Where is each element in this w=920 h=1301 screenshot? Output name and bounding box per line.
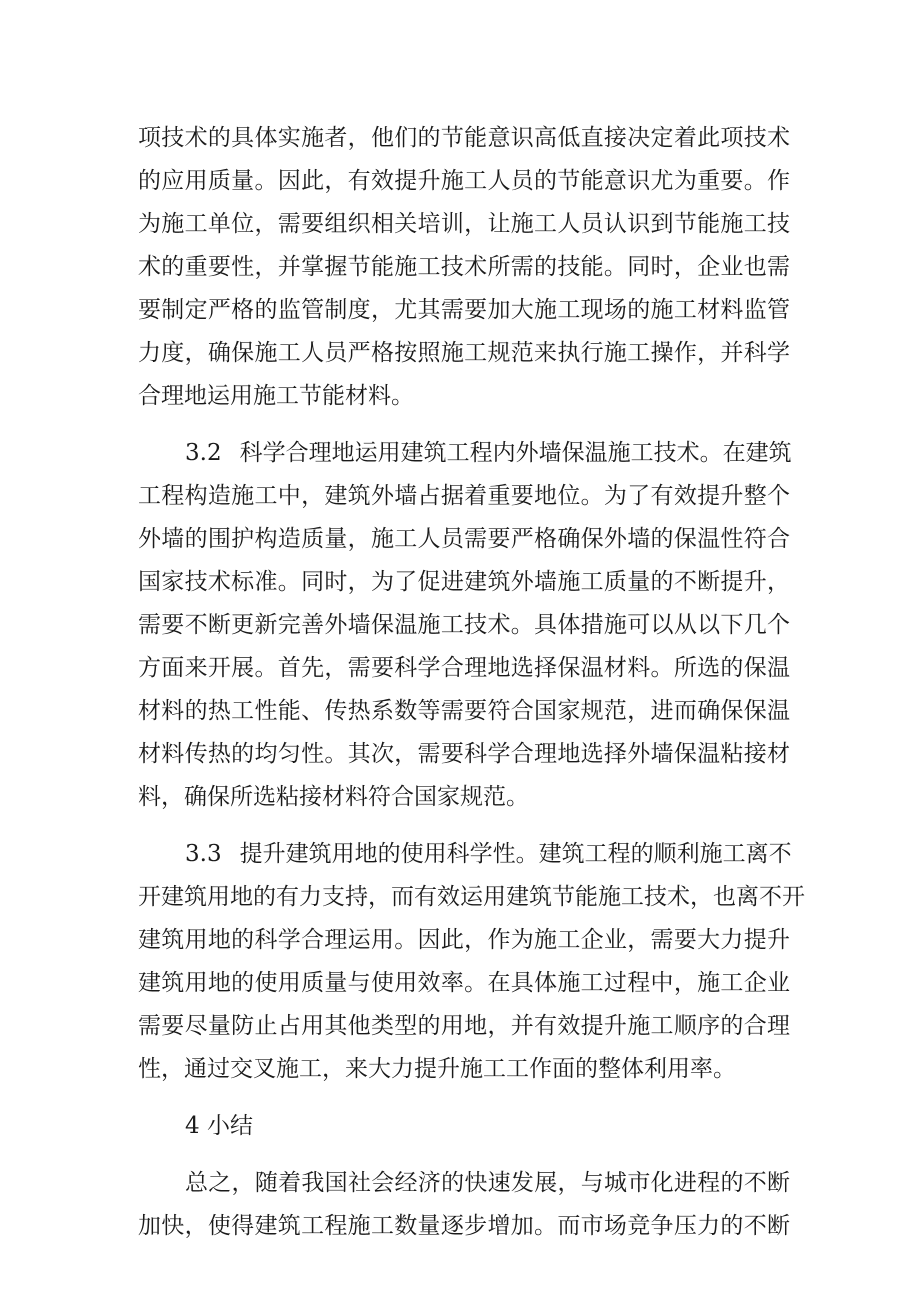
section-lead-text: 提升建筑用地的使用科学性。建筑工程的顺利施工离不 bbox=[239, 841, 792, 867]
text-line: 力度，确保施工人员严格按照施工规范来执行施工操作，并科学 bbox=[138, 340, 790, 366]
text-line: 术的重要性，并掌握节能施工技术所需的技能。同时，企业也需 bbox=[138, 254, 790, 280]
text-line: 建筑用地的使用质量与使用效率。在具体施工过程中，施工企业 bbox=[138, 970, 790, 996]
heading-text: 4 小结 bbox=[185, 1113, 253, 1139]
text-line: 加快，使得建筑工程施工数量逐步增加。而市场竞争压力的不断 bbox=[138, 1213, 790, 1239]
text-line: 料，确保所选粘接材料符合国家规范。 bbox=[138, 784, 529, 810]
section-heading-summary bbox=[138, 1105, 790, 1148]
text-line: 材料传热的均匀性。其次，需要科学合理地选择外墙保温粘接材 bbox=[138, 741, 790, 767]
paragraph-section-3-3 bbox=[138, 833, 805, 1091]
text-line: 需要不断更新完善外墙保温施工技术。具体措施可以从以下几个 bbox=[138, 612, 790, 638]
text-line bbox=[138, 833, 790, 876]
text-line: 外墙的围护构造质量，施工人员需要严格确保外墙的保温性符合 bbox=[138, 526, 790, 552]
paragraph-section-3-2 bbox=[138, 432, 790, 819]
text-line: 工程构造施工中，建筑外墙占据着重要地位。为了有效提升整个 bbox=[138, 483, 790, 509]
text-line: 项技术的具体实施者，他们的节能意识高低直接决定着此项技术 bbox=[138, 125, 790, 151]
text-line: 需要尽量防止占用其他类型的用地，并有效提升施工顺序的合理 bbox=[138, 1013, 790, 1039]
section-number: 3.3 bbox=[185, 841, 222, 867]
paragraph-energy-awareness bbox=[138, 117, 790, 418]
text-line: 开建筑用地的有力支持，而有效运用建筑节能施工技术，也离不开 bbox=[138, 884, 805, 910]
text-line: 建筑用地的科学合理运用。因此，作为施工企业，需要大力提升 bbox=[138, 927, 790, 953]
text-line: 总之，随着我国社会经济的快速发展，与城市化进程的不断 bbox=[185, 1170, 790, 1196]
section-lead-text: 科学合理地运用建筑工程内外墙保温施工技术。在建筑 bbox=[239, 440, 792, 466]
text-line: 材料的热工性能、传热系数等需要符合国家规范，进而确保保温 bbox=[138, 698, 790, 724]
text-line bbox=[138, 432, 790, 475]
text-line: 国家技术标准。同时，为了促进建筑外墙施工质量的不断提升， bbox=[138, 569, 790, 595]
section-number: 3.2 bbox=[185, 440, 222, 466]
text-line: 合理地运用施工节能材料。 bbox=[138, 383, 414, 409]
text-line: 方面来开展。首先，需要科学合理地选择保温材料。所选的保温 bbox=[138, 655, 790, 681]
text-line: 性，通过交叉施工，来大力提升施工工作面的整体利用率。 bbox=[138, 1056, 736, 1082]
text-line: 要制定严格的监管制度，尤其需要加大施工现场的施工材料监管 bbox=[138, 297, 790, 323]
text-line: 的应用质量。因此，有效提升施工人员的节能意识尤为重要。作 bbox=[138, 168, 790, 194]
text-line: 为施工单位，需要组织相关培训，让施工人员认识到节能施工技 bbox=[138, 211, 790, 237]
paragraph-summary bbox=[138, 1162, 790, 1248]
document-page bbox=[138, 117, 805, 1248]
